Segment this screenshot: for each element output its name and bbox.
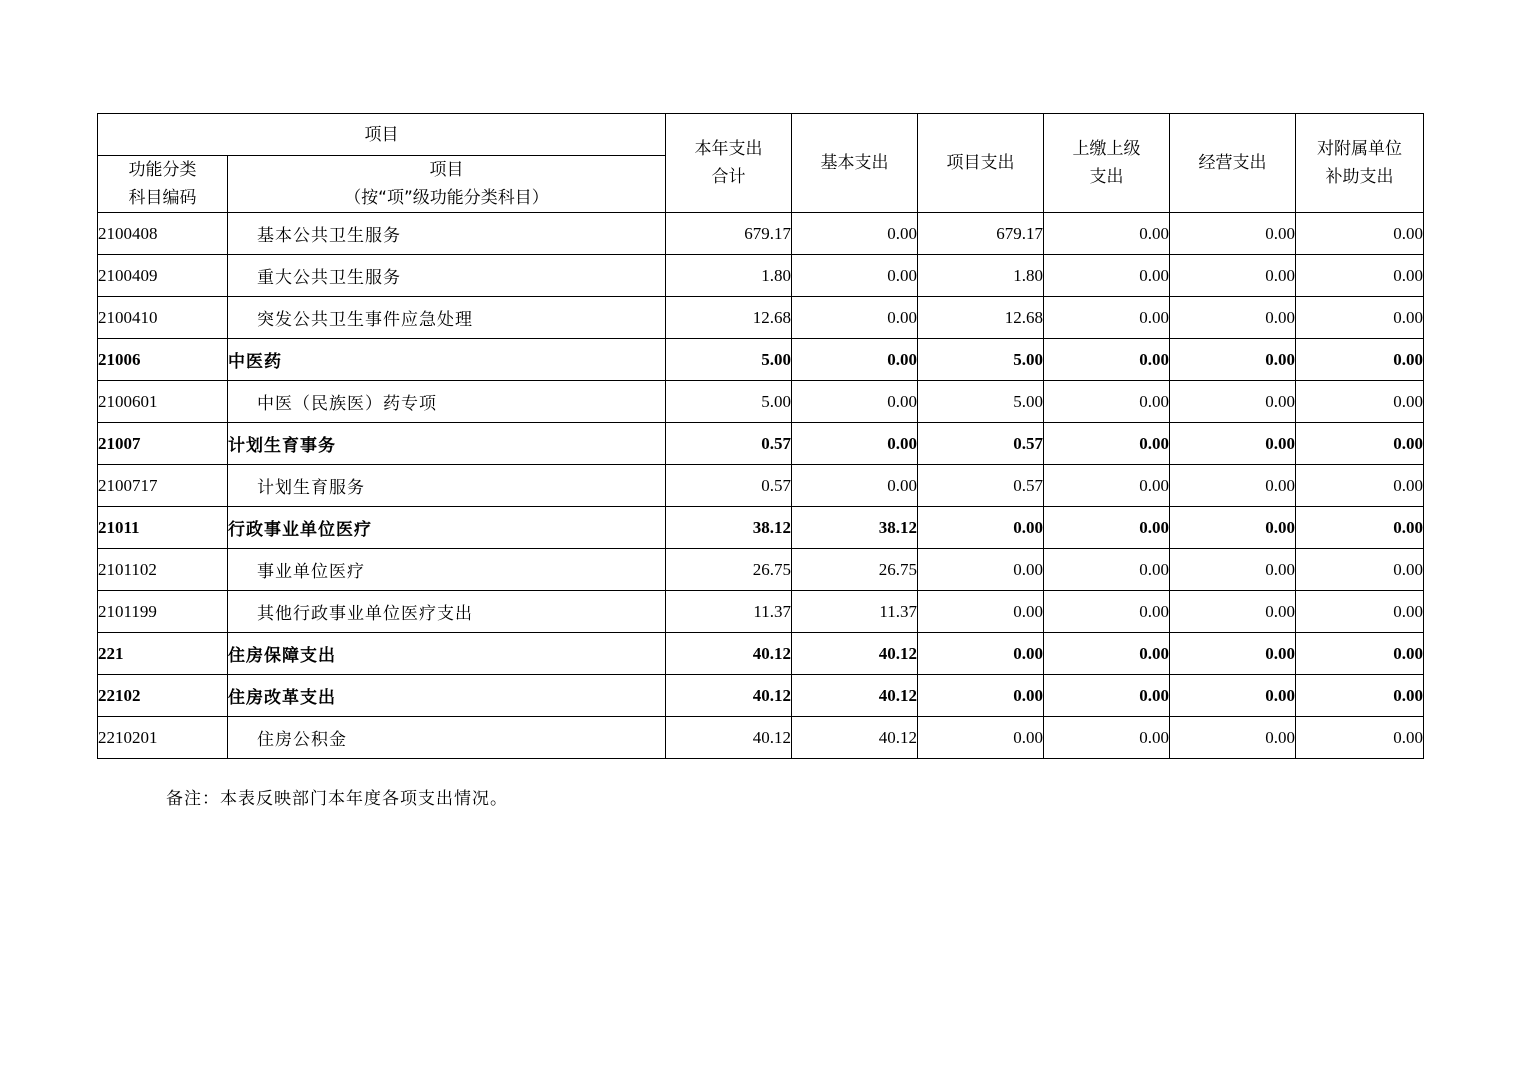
cell-basic: 0.00: [792, 255, 918, 297]
cell-project: 0.00: [918, 549, 1044, 591]
table-row: [98, 675, 1424, 717]
header-upper-line1: 上缴上级: [1072, 139, 1141, 159]
cell-upper: 0.00: [1044, 591, 1170, 633]
cell-project: 1.80: [918, 255, 1044, 297]
table-row: [98, 633, 1424, 675]
cell-code: 21011: [98, 507, 228, 549]
cell-project: 0.00: [918, 507, 1044, 549]
cell-project: 0.57: [918, 465, 1044, 507]
cell-basic: 0.00: [792, 381, 918, 423]
cell-code: 2100410: [98, 297, 228, 339]
cell-total: 40.12: [666, 633, 792, 675]
cell-code: 2210201: [98, 717, 228, 759]
cell-subsidy: 0.00: [1296, 633, 1424, 675]
cell-total: 5.00: [666, 339, 792, 381]
table-row: [98, 465, 1424, 507]
cell-project: 0.00: [918, 591, 1044, 633]
cell-project: 0.00: [918, 717, 1044, 759]
cell-total: 5.00: [666, 381, 792, 423]
cell-upper: 0.00: [1044, 297, 1170, 339]
cell-name: 住房改革支出: [228, 675, 666, 717]
cell-upper: 0.00: [1044, 213, 1170, 255]
cell-basic: 0.00: [792, 297, 918, 339]
cell-basic: 0.00: [792, 465, 918, 507]
cell-project: 5.00: [918, 381, 1044, 423]
cell-subsidy: 0.00: [1296, 717, 1424, 759]
cell-basic: 26.75: [792, 549, 918, 591]
cell-total: 1.80: [666, 255, 792, 297]
cell-project: 0.57: [918, 423, 1044, 465]
cell-code: 21007: [98, 423, 228, 465]
cell-total: 679.17: [666, 213, 792, 255]
cell-business: 0.00: [1170, 549, 1296, 591]
cell-total: 0.57: [666, 423, 792, 465]
cell-total: 0.57: [666, 465, 792, 507]
table-row: [98, 255, 1424, 297]
cell-business: 0.00: [1170, 465, 1296, 507]
cell-subsidy: 0.00: [1296, 297, 1424, 339]
table-row: [98, 507, 1424, 549]
cell-subsidy: 0.00: [1296, 423, 1424, 465]
cell-name: 计划生育服务: [228, 465, 666, 507]
cell-subsidy: 0.00: [1296, 591, 1424, 633]
cell-upper: 0.00: [1044, 633, 1170, 675]
cell-code: 21006: [98, 339, 228, 381]
cell-business: 0.00: [1170, 255, 1296, 297]
cell-upper: 0.00: [1044, 549, 1170, 591]
header-subsidy-line1: 对附属单位: [1317, 139, 1402, 159]
header-upper-line2: 支出: [1089, 167, 1124, 187]
expenditure-table: [97, 113, 1424, 759]
cell-subsidy: 0.00: [1296, 381, 1424, 423]
cell-business: 0.00: [1170, 591, 1296, 633]
cell-subsidy: 0.00: [1296, 549, 1424, 591]
cell-total: 40.12: [666, 675, 792, 717]
expenditure-table-sheet: [97, 113, 1423, 759]
cell-basic: 0.00: [792, 339, 918, 381]
header-name-line2: （按“项”级功能分类科目）: [344, 188, 549, 208]
cell-basic: 11.37: [792, 591, 918, 633]
cell-upper: 0.00: [1044, 465, 1170, 507]
cell-project: 12.68: [918, 297, 1044, 339]
header-total-line2: 合计: [711, 167, 746, 187]
cell-upper: 0.00: [1044, 675, 1170, 717]
cell-project: 0.00: [918, 675, 1044, 717]
cell-total: 26.75: [666, 549, 792, 591]
table-header: [98, 114, 1424, 213]
cell-name: 突发公共卫生事件应急处理: [228, 297, 666, 339]
header-upper: [1044, 114, 1170, 213]
table-row: [98, 339, 1424, 381]
table-row: [98, 591, 1424, 633]
cell-upper: 0.00: [1044, 381, 1170, 423]
cell-upper: 0.00: [1044, 507, 1170, 549]
cell-code: 2100601: [98, 381, 228, 423]
cell-name: 住房公积金: [228, 717, 666, 759]
header-project: 项目支出: [918, 114, 1044, 213]
cell-business: 0.00: [1170, 633, 1296, 675]
header-basic: 基本支出: [792, 114, 918, 213]
cell-project: 0.00: [918, 633, 1044, 675]
cell-name: 住房保障支出: [228, 633, 666, 675]
cell-code: 2100408: [98, 213, 228, 255]
table-row: [98, 549, 1424, 591]
cell-project: 5.00: [918, 339, 1044, 381]
cell-subsidy: 0.00: [1296, 339, 1424, 381]
cell-total: 11.37: [666, 591, 792, 633]
cell-business: 0.00: [1170, 297, 1296, 339]
table-note: 备注：本表反映部门本年度各项支出情况。: [166, 789, 508, 809]
cell-name: 计划生育事务: [228, 423, 666, 465]
cell-name: 重大公共卫生服务: [228, 255, 666, 297]
cell-business: 0.00: [1170, 213, 1296, 255]
header-code-line1: 功能分类: [128, 160, 197, 180]
cell-basic: 40.12: [792, 675, 918, 717]
header-name-line1: 项目: [429, 160, 464, 180]
cell-business: 0.00: [1170, 717, 1296, 759]
header-code: [98, 156, 228, 213]
cell-upper: 0.00: [1044, 423, 1170, 465]
cell-project: 679.17: [918, 213, 1044, 255]
cell-name: 行政事业单位医疗: [228, 507, 666, 549]
cell-subsidy: 0.00: [1296, 465, 1424, 507]
cell-code: 2101102: [98, 549, 228, 591]
table-row: [98, 717, 1424, 759]
header-business: 经营支出: [1170, 114, 1296, 213]
cell-subsidy: 0.00: [1296, 507, 1424, 549]
cell-business: 0.00: [1170, 507, 1296, 549]
table-row: [98, 213, 1424, 255]
cell-name: 基本公共卫生服务: [228, 213, 666, 255]
cell-code: 2101199: [98, 591, 228, 633]
cell-code: 221: [98, 633, 228, 675]
header-subsidy: [1296, 114, 1424, 213]
cell-code: 2100409: [98, 255, 228, 297]
header-code-line2: 科目编码: [128, 188, 197, 208]
table-row: [98, 423, 1424, 465]
cell-name: 中医药: [228, 339, 666, 381]
cell-upper: 0.00: [1044, 255, 1170, 297]
table-row: [98, 297, 1424, 339]
cell-total: 38.12: [666, 507, 792, 549]
cell-name: 中医（民族医）药专项: [228, 381, 666, 423]
cell-code: 22102: [98, 675, 228, 717]
cell-code: 2100717: [98, 465, 228, 507]
cell-basic: 0.00: [792, 423, 918, 465]
cell-business: 0.00: [1170, 381, 1296, 423]
cell-basic: 0.00: [792, 213, 918, 255]
header-name: [228, 156, 666, 213]
header-total: [666, 114, 792, 213]
cell-basic: 40.12: [792, 717, 918, 759]
cell-business: 0.00: [1170, 675, 1296, 717]
cell-upper: 0.00: [1044, 717, 1170, 759]
cell-basic: 40.12: [792, 633, 918, 675]
table-body: [98, 213, 1424, 759]
cell-business: 0.00: [1170, 339, 1296, 381]
cell-total: 12.68: [666, 297, 792, 339]
table-row: [98, 381, 1424, 423]
cell-subsidy: 0.00: [1296, 675, 1424, 717]
cell-upper: 0.00: [1044, 339, 1170, 381]
cell-basic: 38.12: [792, 507, 918, 549]
header-subsidy-line2: 补助支出: [1325, 167, 1394, 187]
cell-name: 事业单位医疗: [228, 549, 666, 591]
header-total-line1: 本年支出: [694, 139, 763, 159]
header-xiangmu-group: 项目: [98, 114, 666, 156]
cell-total: 40.12: [666, 717, 792, 759]
cell-business: 0.00: [1170, 423, 1296, 465]
cell-name: 其他行政事业单位医疗支出: [228, 591, 666, 633]
cell-subsidy: 0.00: [1296, 213, 1424, 255]
cell-subsidy: 0.00: [1296, 255, 1424, 297]
